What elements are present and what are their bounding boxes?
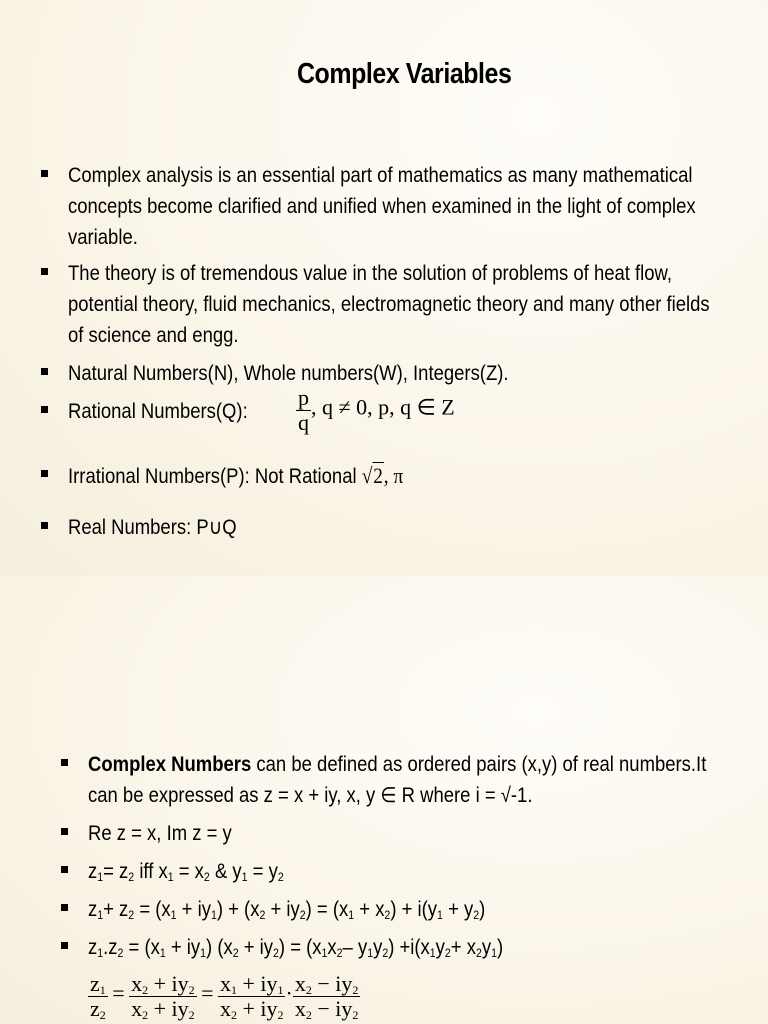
irrational-pi: , π (383, 463, 404, 488)
prod-text: x (327, 936, 337, 959)
eq-sub: 2 (203, 870, 210, 884)
real-tail: Q (222, 516, 237, 539)
frac-text: z (90, 996, 100, 1021)
bullet-equality (88, 856, 730, 887)
eq-text: z (88, 860, 98, 883)
frac-denominator (293, 997, 361, 1021)
prod-sub: 1 (97, 946, 104, 960)
sum-text: + iy (176, 898, 211, 921)
prod-text: = (x (123, 936, 160, 959)
complex-numbers-desc: can be defined as ordered pairs (x,y) of real numbers.It can be expressed as z = x + iy, x, y (88, 753, 707, 807)
bullet-real (68, 512, 724, 543)
bullet-marker (41, 170, 48, 177)
eq-text: = z (103, 860, 129, 883)
bullet-irrational (68, 460, 724, 492)
sum-text: + iy (265, 898, 300, 921)
prod-sub: 1 (200, 946, 207, 960)
rational-label: Rational Numbers(Q): (68, 400, 248, 423)
prod-text: ) +i(x (388, 936, 430, 959)
eq-text: iff x (134, 860, 168, 883)
frac-text: x (294, 971, 306, 996)
sum-text: z (88, 898, 98, 921)
prod-sub: 2 (475, 946, 482, 960)
bullet-marker (61, 904, 68, 911)
eq-text: = y (247, 860, 278, 883)
sum-sub: 2 (473, 908, 480, 922)
sum-text: = (x (134, 898, 171, 921)
sqrt-radicand: 2 (373, 463, 383, 488)
bullet-marker (41, 268, 48, 275)
complex-numbers-term: Complex Numbers (88, 753, 252, 776)
irrational-label: Irrational Numbers(P): Not Rational (68, 465, 357, 488)
prod-sub: 1 (429, 946, 436, 960)
eq-sub: 1 (241, 870, 248, 884)
division-fraction-z (88, 972, 108, 1021)
frac-sub: 2 (305, 1008, 312, 1022)
frac-text: + iy (236, 996, 278, 1021)
rational-numerator: p (298, 385, 309, 410)
bullet-complex-numbers-def (88, 749, 730, 811)
frac-sub: 2 (230, 1008, 237, 1022)
prod-text: ) (496, 936, 504, 959)
rational-formula (296, 386, 455, 435)
division-fraction-conjugate (293, 972, 361, 1021)
frac-sub: 2 (142, 983, 149, 997)
bullet-marker (41, 522, 48, 529)
eq-sub: 2 (277, 870, 284, 884)
sum-text: ) + i(y (390, 898, 438, 921)
bullet-marker (61, 759, 68, 766)
sum-text: + y (442, 898, 474, 921)
sum-sub: 2 (259, 908, 266, 922)
rational-fraction (296, 386, 311, 435)
frac-sub: 1 (99, 983, 106, 997)
dot-operator: · (285, 980, 293, 1006)
prod-sub: 1 (491, 946, 497, 960)
frac-text: + iy (148, 971, 189, 996)
sqrt-two (362, 462, 384, 488)
frac-numerator (293, 972, 361, 997)
frac-sub: 2 (188, 983, 195, 997)
bullet-marker (41, 406, 48, 413)
frac-text: x (294, 996, 306, 1021)
bullet-marker (61, 866, 68, 873)
sum-sub: 2 (128, 908, 135, 922)
prod-text: y (481, 936, 492, 959)
equals-sign: = (112, 980, 125, 1006)
prod-sub: 2 (117, 946, 124, 960)
bullet-product (88, 932, 730, 963)
division-formula (88, 972, 360, 1021)
bullet-complex-analysis: Complex analysis is an essential part of mathematics as many mathematical concepts become clarified and unified when examined in the light of complex variable. (68, 164, 696, 249)
sqrt-symbol: √ (361, 463, 373, 488)
division-fraction-xy (129, 972, 197, 1021)
sum-sub: 1 (97, 908, 104, 922)
prod-sub: 2 (273, 946, 279, 960)
bullet-number-sets: Natural Numbers(N), Whole numbers(W), Integers(Z). (68, 362, 509, 385)
union-symbol: ∪ (208, 515, 223, 539)
bullet-marker (61, 828, 68, 835)
prod-text: y (435, 936, 445, 959)
frac-sub: 2 (352, 1008, 359, 1022)
bullet-marker (41, 470, 48, 477)
frac-numerator (88, 972, 108, 997)
bullet-marker (61, 942, 68, 949)
prod-sub: 2 (444, 946, 451, 960)
frac-text: − iy (311, 971, 353, 996)
frac-sub: 2 (142, 1008, 149, 1022)
prod-sub: 1 (159, 946, 166, 960)
frac-sub: 2 (188, 1008, 195, 1022)
prod-text: + x (450, 936, 476, 959)
eq-sub: 1 (97, 870, 104, 884)
frac-text: x (131, 971, 143, 996)
frac-sub: 2 (277, 1008, 284, 1022)
eq-sub: 1 (167, 870, 174, 884)
slide-title: Complex Variables (296, 58, 512, 90)
sum-text: + z (103, 898, 129, 921)
equals-sign: = (201, 980, 214, 1006)
eq-sub: 2 (128, 870, 135, 884)
prod-text: ) (x (206, 936, 233, 959)
rational-denominator: q (298, 410, 309, 435)
frac-denominator (129, 997, 197, 1021)
frac-sub: 1 (277, 983, 284, 997)
bullet-sum (88, 894, 730, 925)
prod-text: y (373, 936, 383, 959)
prod-sub: 1 (367, 946, 374, 960)
frac-sub: 2 (305, 983, 312, 997)
frac-text: + iy (148, 996, 189, 1021)
frac-text: x (131, 996, 143, 1021)
prod-sub: 1 (321, 946, 328, 960)
sum-text: + x (354, 898, 385, 921)
prod-text: + iy (238, 936, 274, 959)
prod-text: ) = (x (278, 936, 322, 959)
prod-sub: 2 (336, 946, 343, 960)
prod-text: .z (103, 936, 118, 959)
frac-numerator (129, 972, 197, 997)
frac-denominator (88, 997, 108, 1021)
division-fraction-expanded (218, 972, 286, 1021)
frac-denominator (218, 997, 286, 1021)
slide-complex-numbers (0, 576, 768, 1024)
frac-sub: 1 (230, 983, 237, 997)
sum-sub: 1 (437, 908, 443, 922)
rational-condition: , q ≠ 0, p, q ∈ Z (311, 394, 455, 420)
frac-text: x (219, 971, 231, 996)
prod-sub: 2 (232, 946, 239, 960)
frac-numerator (218, 972, 286, 997)
bullet-re-im: Re z = x, Im z = y (88, 822, 232, 845)
sum-text: ) (479, 898, 486, 921)
sum-sub: 1 (348, 908, 355, 922)
sum-sub: 1 (210, 908, 217, 922)
sum-sub: 2 (299, 908, 306, 922)
prod-sub: 2 (382, 946, 389, 960)
element-of-symbol: ∈ (380, 783, 397, 807)
frac-text: + iy (236, 971, 278, 996)
sum-text: ) + (x (216, 898, 260, 921)
frac-sub: 2 (352, 983, 359, 997)
sum-sub: 1 (170, 908, 177, 922)
frac-text: − iy (311, 996, 353, 1021)
sum-text: ) = (x (305, 898, 349, 921)
frac-text: z (90, 971, 100, 996)
frac-sub: 2 (99, 1008, 106, 1022)
prod-text: – y (342, 936, 368, 959)
bullet-theory-value: The theory is of tremendous value in the solution of problems of heat flow, potential theory, fluid mechanics, electromagnetic theory and many other fields of science and engg. (68, 262, 710, 347)
sum-sub: 2 (384, 908, 391, 922)
prod-text: + iy (165, 936, 201, 959)
prod-text: z (88, 936, 98, 959)
frac-text: x (219, 996, 231, 1021)
eq-text: & y (209, 860, 242, 883)
bullet-marker (41, 368, 48, 375)
eq-text: = x (173, 860, 204, 883)
complex-numbers-end: R where i = √-1. (396, 784, 533, 807)
real-label: Real Numbers: P (68, 516, 209, 539)
